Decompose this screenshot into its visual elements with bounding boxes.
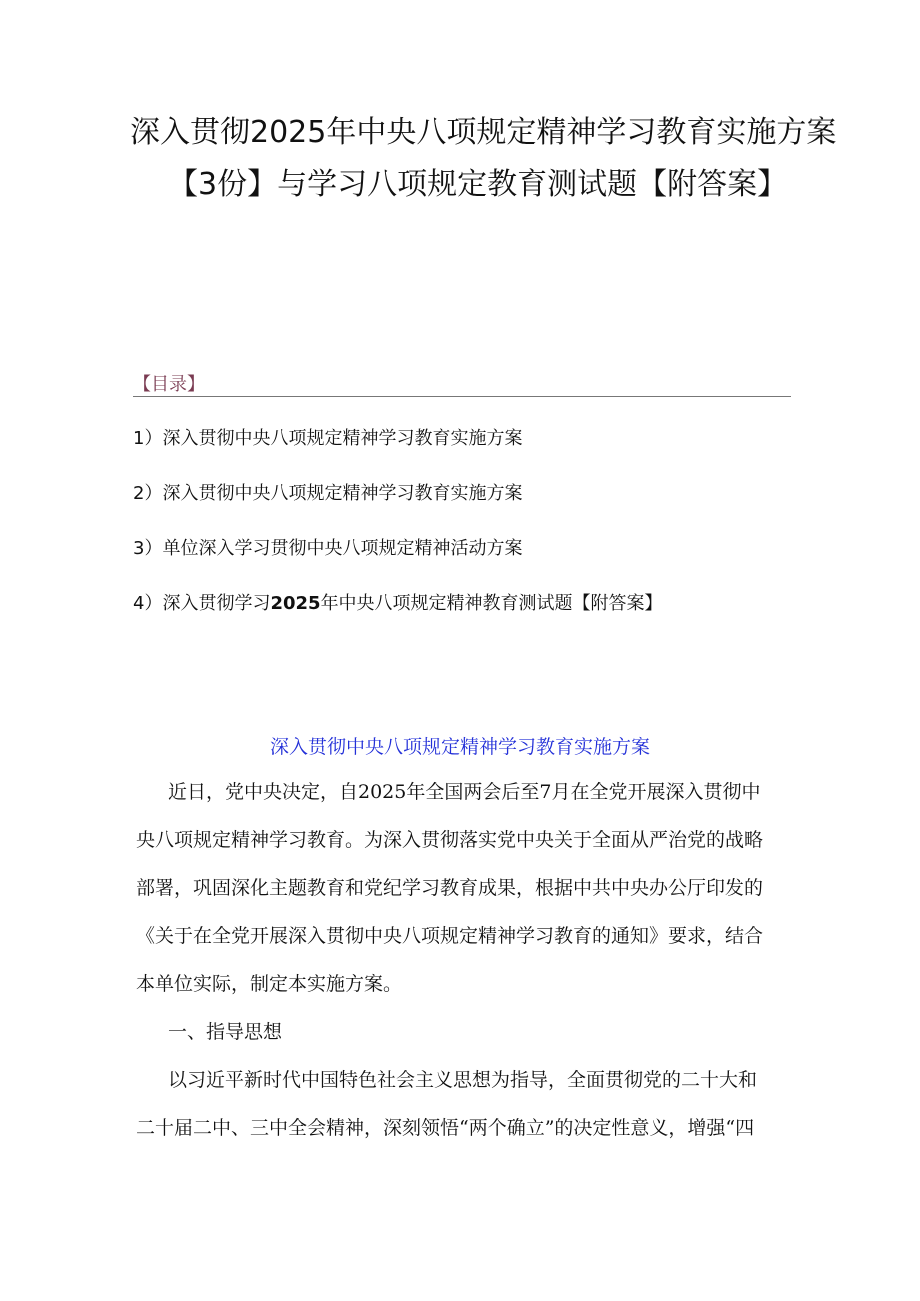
toc-label: 【目录】 [133, 374, 205, 395]
body-line-3: 部署，巩固深化主题教育和党纪学习教育成果，根据中共中央办公厅印发的 [136, 877, 764, 899]
document-title-line-1: 深入贯彻2025年中央八项规定精神学习教育实施方案 [130, 115, 837, 150]
section-title: 深入贯彻中央八项规定精神学习教育实施方案 [269, 736, 650, 758]
body-line-5: 本单位实际，制定本实施方案。 [136, 973, 403, 995]
toc-divider [133, 396, 791, 397]
toc-item-1-text: 深入贯彻中央八项规定精神学习教育实施方案 [162, 428, 523, 449]
toc-item-3-prefix: 3） [133, 538, 163, 559]
body-line-2: 央八项规定精神学习教育。为深入贯彻落实党中央关于全面从严治党的战略 [136, 829, 764, 851]
toc-item-2-text: 深入贯彻中央八项规定精神学习教育实施方案 [162, 483, 523, 504]
toc-item-4-year: 2025 [270, 593, 321, 614]
toc-item-3-text: 单位深入学习贯彻中央八项规定精神活动方案 [162, 538, 523, 559]
body-line-4: 《关于在全党开展深入贯彻中央八项规定精神学习教育的通知》要求，结合 [136, 925, 764, 947]
toc-item-4-text-a: 深入贯彻学习 [162, 593, 271, 614]
body-line-1: 近日，党中央决定，自2025年全国两会后至7月在全党开展深入贯彻中 [168, 781, 761, 803]
body-line-8: 二十届二中、三中全会精神，深刻领悟“两个确立”的决定性意义，增强“四 [136, 1117, 755, 1139]
toc-item-1-prefix: 1） [133, 428, 163, 449]
heading-guiding-thought: 一、指导思想 [168, 1021, 283, 1043]
toc-item-2[interactable] [133, 481, 522, 507]
toc-item-3[interactable] [133, 536, 522, 562]
toc-item-1[interactable] [133, 426, 522, 452]
toc-item-4[interactable] [133, 591, 663, 617]
toc-item-2-prefix: 2） [133, 483, 163, 504]
toc-item-4-text-c: 年中央八项规定精神教育测试题【附答案】 [320, 593, 663, 614]
body-line-7: 以习近平新时代中国特色社会主义思想为指导，全面贯彻党的二十大和 [168, 1069, 758, 1091]
document-title-line-2: 【3份】与学习八项规定教育测试题【附答案】 [168, 167, 788, 202]
toc-item-4-prefix: 4） [133, 593, 163, 614]
